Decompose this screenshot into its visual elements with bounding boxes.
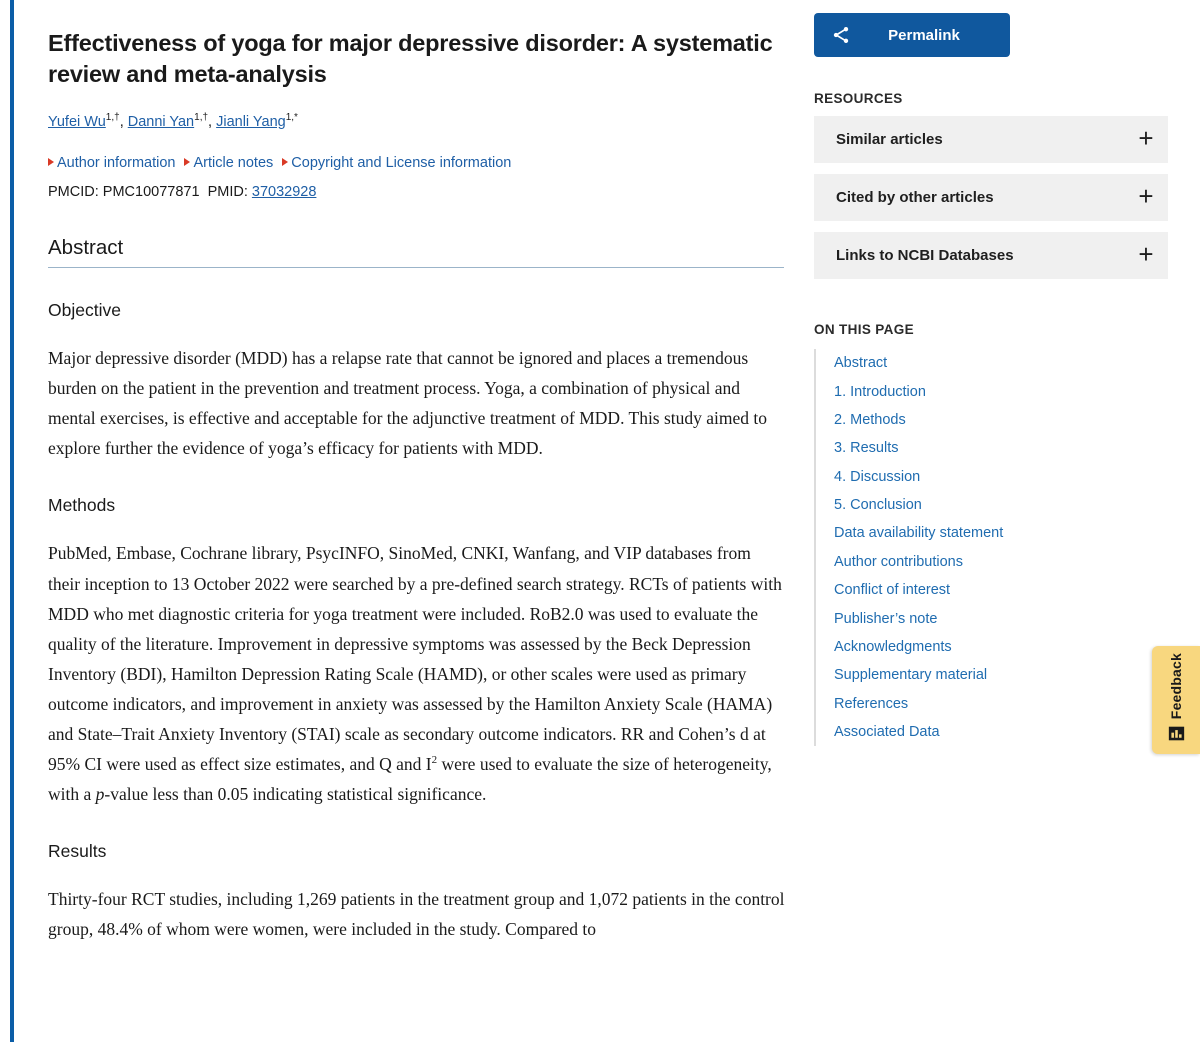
on-this-page-nav: [814, 349, 1170, 746]
chart-bar-icon: [1168, 725, 1185, 747]
nav-link-data-availability-statement[interactable]: Data availability statement: [834, 525, 1004, 542]
list-item: [816, 576, 1170, 604]
plus-icon[interactable]: +: [1138, 123, 1154, 153]
author-affiliation-3: 1,*: [285, 111, 298, 123]
permalink-button[interactable]: [814, 13, 1010, 57]
resource-accordion-links-to-ncbi-databases[interactable]: [814, 232, 1168, 279]
list-item: [816, 548, 1170, 576]
abstract-heading: Abstract: [48, 200, 784, 268]
resources-heading: RESOURCES: [814, 91, 903, 106]
abstract-methods-text: [48, 538, 786, 809]
author-affiliation-2: 1,†: [194, 111, 209, 123]
resource-accordion-similar-articles[interactable]: [814, 116, 1168, 163]
meta-link-author-information[interactable]: Author information: [48, 155, 175, 171]
page-title: Effectiveness of yoga for major depressive disorder: A systematic review and meta-analysis: [48, 30, 773, 88]
meta-link-copyright-license[interactable]: Copyright and License information: [282, 155, 511, 171]
article-main-column: [48, 0, 786, 945]
nav-link-author-contributions[interactable]: Author contributions: [834, 553, 963, 570]
methods-text-part2: were used to evaluate the size of heterogeneity, with a: [48, 754, 772, 805]
nav-link-publishers-note[interactable]: Publisher’s note: [834, 610, 938, 627]
triangle-right-icon: [282, 158, 288, 166]
abstract-results-heading: Results: [48, 841, 107, 862]
author-list: [48, 112, 786, 132]
resource-label: Links to NCBI Databases: [836, 247, 1014, 264]
feedback-tab[interactable]: [1152, 646, 1200, 754]
list-item: [816, 349, 1170, 377]
pmcid-value: PMC10077871: [102, 184, 200, 201]
plus-icon[interactable]: +: [1138, 181, 1154, 211]
abstract-objective-heading: Objective: [48, 300, 121, 321]
resource-accordion-cited-by-other-articles[interactable]: [814, 174, 1168, 221]
nav-link-discussion[interactable]: 4. Discussion: [834, 468, 921, 485]
list-item: [816, 718, 1170, 746]
nav-link-results[interactable]: 3. Results: [834, 440, 899, 457]
methods-text-part3: -value less than 0.05 indicating statistical significance.: [104, 784, 487, 805]
share-icon: [824, 25, 858, 45]
list-item: [816, 434, 1170, 462]
abstract-methods-heading: Methods: [48, 495, 116, 516]
on-this-page-heading: ON THIS PAGE: [814, 322, 914, 337]
list-item: [816, 633, 1170, 661]
nav-link-introduction[interactable]: 1. Introduction: [834, 383, 926, 400]
methods-superscript: 2: [431, 754, 438, 767]
article-meta-links: [48, 153, 786, 173]
methods-text-part1: PubMed, Embase, Cochrane library, PsycINFO, SinoMed, CNKI, Wanfang, and VIP databases from their inception to 13 October 2022 were searched by a pre-defined search strategy. RCTs of patients with MDD who met diagnostic criteria for yoga treatment were included. RoB2.0 was used to evaluate the quality of the literature. Improvement in depressive symptoms was assessed by the Beck Depression Inventory (BDI), Hamilton Depression Rating Scale (HAMD), or other scales were used as primary outcome indicators, and improvement in anxiety was assessed by the Hamilton Anxiety Scale (HAMA) and State–Trait Anxiety Inventory (STAI) scale as secondary outcome indicators. RR and Cohen’s d at 95% CI were used as effect size estimates, and Q and I: [48, 543, 782, 775]
list-item: [816, 491, 1170, 519]
abstract-objective-text: Major depressive disorder (MDD) has a relapse rate that cannot be ignored and places a tremendous burden on the patient in the prevention and treatment process. Yoga, a combination of physical and mental exercises, is effective and acceptable for the adjunctive treatment of MDD. This study aimed to explore further the evidence of yoga’s efficacy for patients with MDD.: [48, 348, 768, 459]
nav-link-acknowledgments[interactable]: Acknowledgments: [834, 638, 952, 655]
permalink-button-label: Permalink: [888, 26, 960, 44]
abstract-results-text: Thirty-four RCT studies, including 1,269 patients in the treatment group and 1,072 patients in the control group, 48.4% of whom were women, were included in the study. Compared to: [48, 889, 785, 940]
author-separator-2: ,: [208, 113, 217, 130]
list-item: [816, 377, 1170, 405]
methods-italic-p: p: [95, 784, 105, 805]
list-item: [816, 406, 1170, 434]
author-link-2[interactable]: Danni Yan: [127, 113, 195, 130]
meta-link-article-notes[interactable]: Article notes: [184, 155, 273, 171]
resource-label: Cited by other articles: [836, 189, 994, 206]
author-separator-1: ,: [119, 113, 128, 130]
list-item: [816, 661, 1170, 689]
list-item: [816, 690, 1170, 718]
nav-link-supplementary-material[interactable]: Supplementary material: [834, 667, 988, 684]
feedback-tab-label: Feedback: [1168, 652, 1184, 720]
article-sidebar: [814, 0, 1170, 746]
list-item: [816, 604, 1170, 632]
article-identifiers: [48, 184, 786, 200]
author-link-1[interactable]: Yufei Wu: [48, 113, 106, 130]
pmcid-label: PMCID:: [48, 184, 99, 201]
author-affiliation-1: 1,†: [105, 111, 120, 123]
list-item: [816, 519, 1170, 547]
nav-link-associated-data[interactable]: Associated Data: [834, 724, 940, 741]
nav-link-references[interactable]: References: [834, 695, 909, 712]
nav-link-methods[interactable]: 2. Methods: [834, 411, 906, 428]
triangle-right-icon: [184, 158, 190, 166]
pmid-label: PMID:: [207, 184, 248, 201]
nav-link-abstract[interactable]: Abstract: [834, 355, 888, 372]
pmid-link[interactable]: 37032928: [251, 184, 317, 201]
nav-link-conclusion[interactable]: 5. Conclusion: [834, 497, 922, 514]
list-item: [816, 463, 1170, 491]
triangle-right-icon: [48, 158, 54, 166]
resource-label: Similar articles: [836, 131, 943, 148]
author-link-3[interactable]: Jianli Yang: [216, 113, 286, 130]
plus-icon[interactable]: +: [1138, 239, 1154, 269]
nav-link-conflict-of-interest[interactable]: Conflict of interest: [834, 582, 951, 599]
